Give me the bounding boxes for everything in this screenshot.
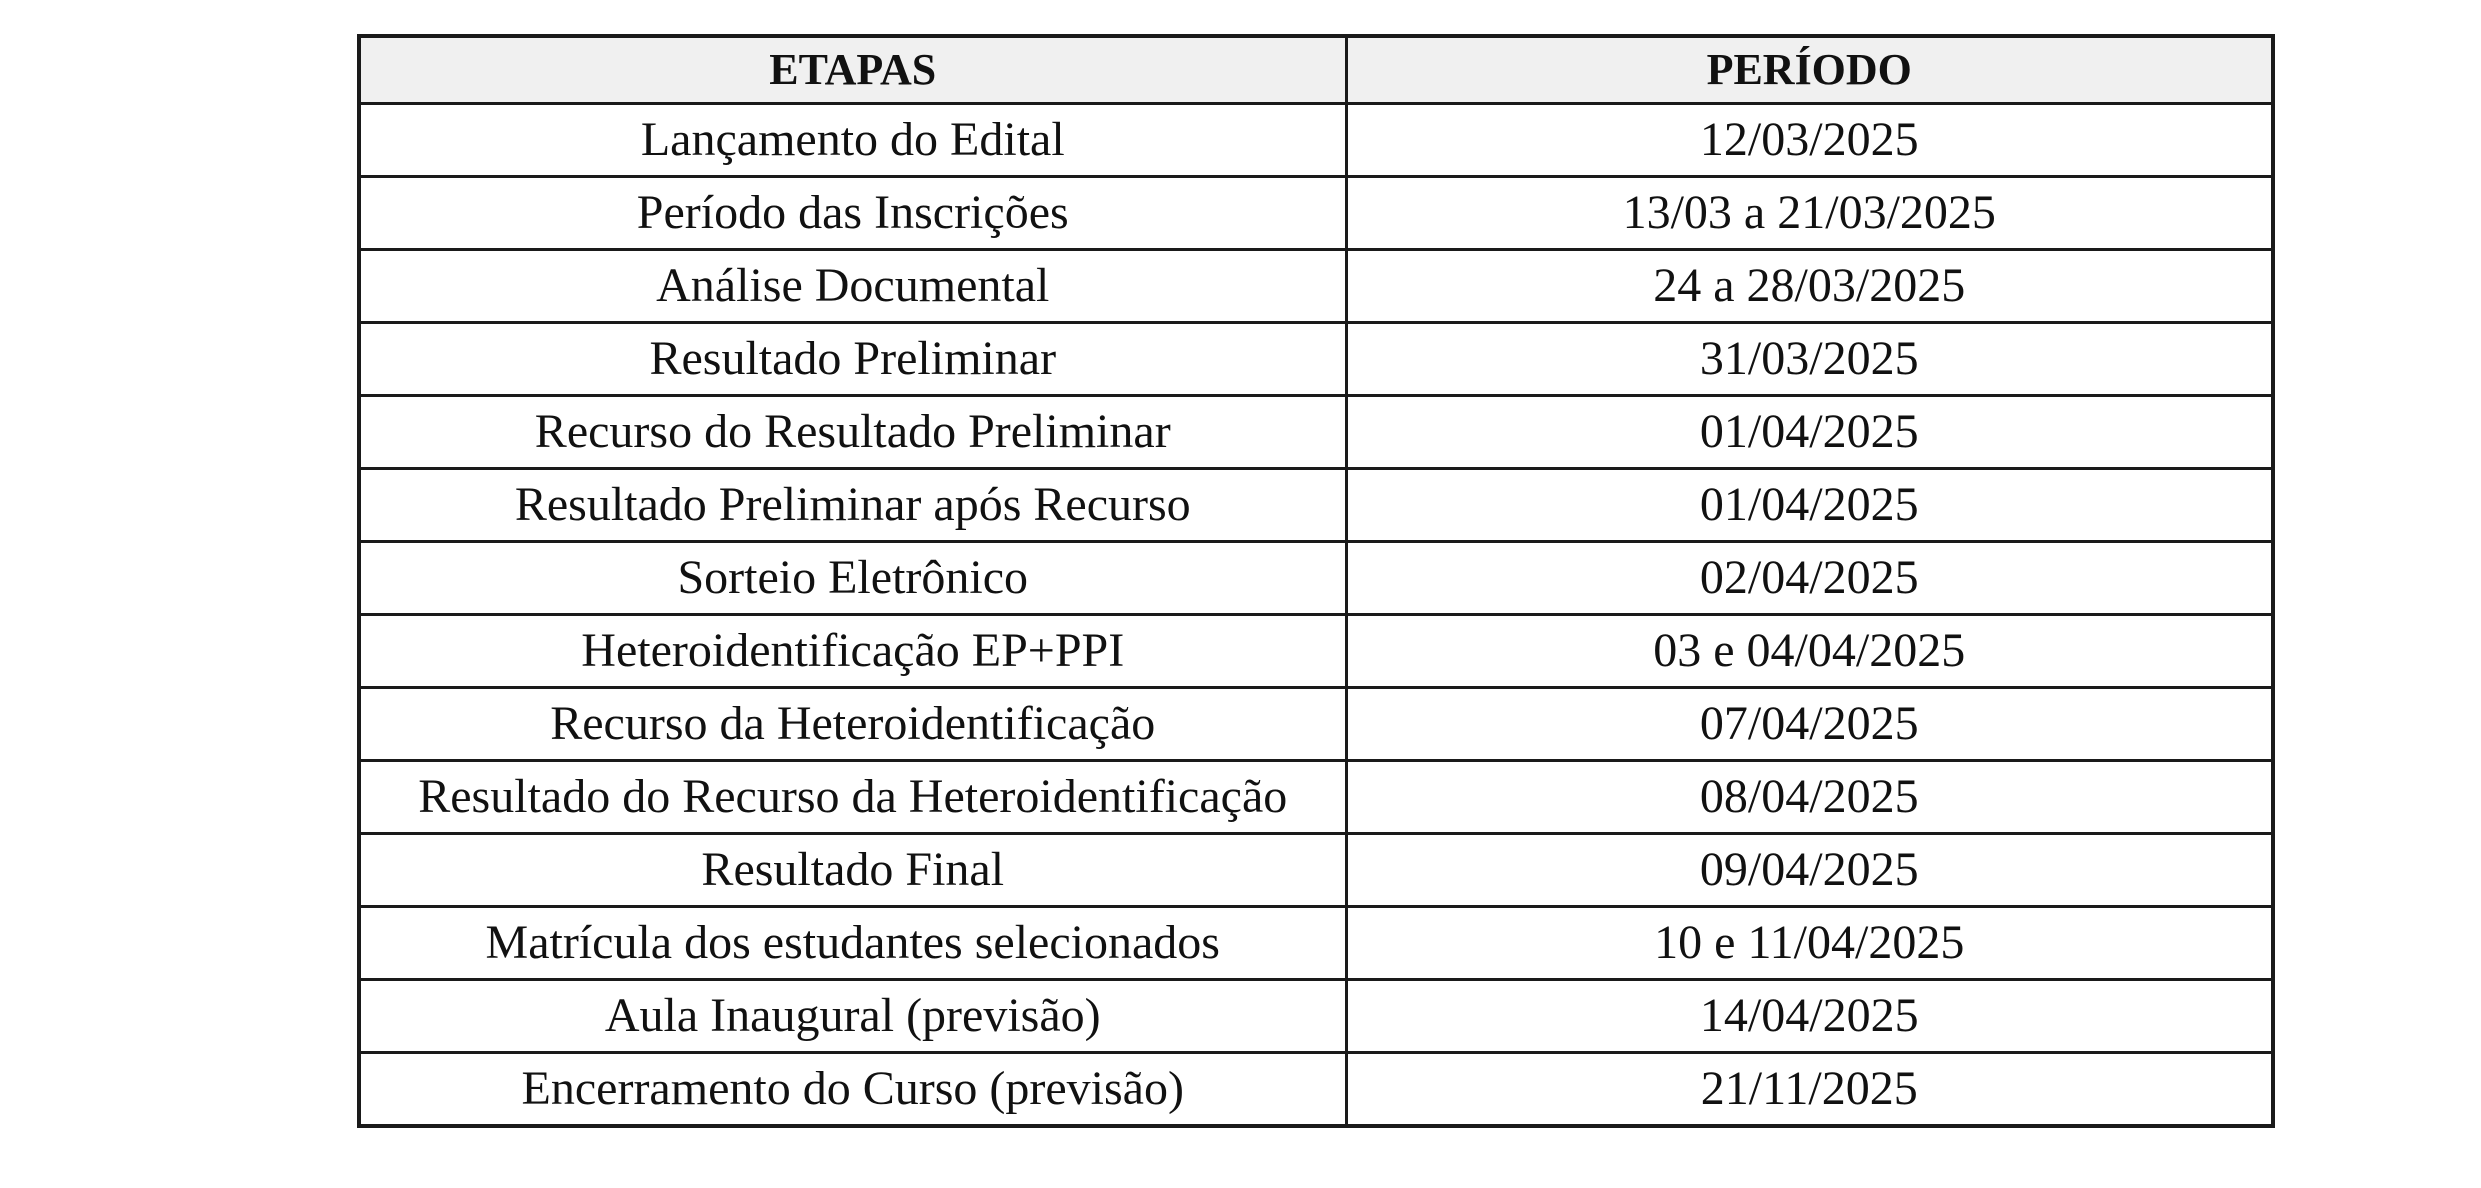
table-row [359, 615, 2273, 688]
etapa-cell: Heteroidentificação EP+PPI [359, 615, 1346, 688]
table-row [359, 834, 2273, 907]
periodo-cell: 07/04/2025 [1346, 688, 2273, 761]
etapa-cell: Sorteio Eletrônico [359, 542, 1346, 615]
periodo-cell: 31/03/2025 [1346, 323, 2273, 396]
table-row [359, 980, 2273, 1053]
etapa-cell: Matrícula dos estudantes selecionados [359, 907, 1346, 980]
schedule-table [357, 34, 2275, 1128]
periodo-cell: 10 e 11/04/2025 [1346, 907, 2273, 980]
etapa-cell: Resultado Final [359, 834, 1346, 907]
etapa-cell: Resultado Preliminar após Recurso [359, 469, 1346, 542]
table-row [359, 1053, 2273, 1127]
table-row [359, 542, 2273, 615]
table-row [359, 469, 2273, 542]
periodo-cell: 02/04/2025 [1346, 542, 2273, 615]
etapa-cell: Análise Documental [359, 250, 1346, 323]
table-row [359, 688, 2273, 761]
periodo-cell: 13/03 a 21/03/2025 [1346, 177, 2273, 250]
table-row [359, 104, 2273, 177]
etapa-cell: Recurso da Heteroidentificação [359, 688, 1346, 761]
table-row [359, 907, 2273, 980]
periodo-cell: 24 a 28/03/2025 [1346, 250, 2273, 323]
etapa-cell: Período das Inscrições [359, 177, 1346, 250]
table-row [359, 250, 2273, 323]
periodo-cell: 21/11/2025 [1346, 1053, 2273, 1127]
table-row [359, 323, 2273, 396]
header-periodo: PERÍODO [1346, 36, 2273, 104]
etapa-cell: Encerramento do Curso (previsão) [359, 1053, 1346, 1127]
table-row [359, 177, 2273, 250]
periodo-cell: 12/03/2025 [1346, 104, 2273, 177]
etapa-cell: Resultado Preliminar [359, 323, 1346, 396]
periodo-cell: 01/04/2025 [1346, 396, 2273, 469]
etapa-cell: Aula Inaugural (previsão) [359, 980, 1346, 1053]
table-header-row [359, 36, 2273, 104]
etapa-cell: Lançamento do Edital [359, 104, 1346, 177]
periodo-cell: 03 e 04/04/2025 [1346, 615, 2273, 688]
table-row [359, 396, 2273, 469]
periodo-cell: 14/04/2025 [1346, 980, 2273, 1053]
table-row [359, 761, 2273, 834]
periodo-cell: 08/04/2025 [1346, 761, 2273, 834]
etapa-cell: Resultado do Recurso da Heteroidentificação [359, 761, 1346, 834]
periodo-cell: 01/04/2025 [1346, 469, 2273, 542]
periodo-cell: 09/04/2025 [1346, 834, 2273, 907]
etapa-cell: Recurso do Resultado Preliminar [359, 396, 1346, 469]
header-etapas: ETAPAS [359, 36, 1346, 104]
